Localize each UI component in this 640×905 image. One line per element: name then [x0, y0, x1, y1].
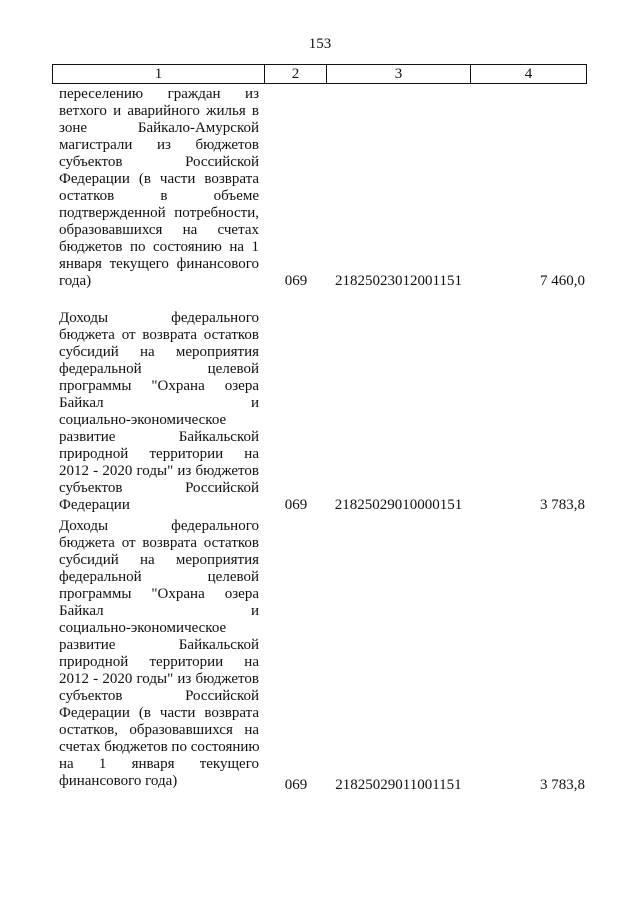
description-line: программы "Охрана озера [59, 586, 259, 602]
description-line: финансового года) [59, 773, 178, 789]
column-header-2: 2 [264, 64, 327, 84]
description-line: на 1 января текущего [59, 756, 259, 772]
row-1-admin-code: 069 [284, 273, 308, 289]
row-3-kbk-code: 21825029011001151 [335, 777, 462, 793]
description-line: развитие Байкальской [59, 429, 259, 445]
row-3-description [59, 518, 259, 790]
description-line: 2012 - 2020 годы" из бюджетов [59, 671, 259, 687]
description-line: остатков в объеме [59, 188, 259, 204]
description-line: природной территории на [59, 654, 259, 670]
description-line: Федерации [59, 497, 130, 513]
row-1-kbk-code: 21825023012001151 [335, 273, 462, 289]
description-line: федеральной целевой [59, 569, 259, 585]
description-line: образовавшихся на счетах [59, 222, 259, 238]
description-line: бюджетов по состоянию на 1 [59, 239, 259, 255]
description-line: 2012 - 2020 годы" из бюджетов [59, 463, 259, 479]
description-line: ветхого и аварийного жилья в [59, 103, 259, 119]
column-header-4: 4 [470, 64, 587, 84]
row-2-kbk-code: 21825029010000151 [334, 497, 463, 513]
description-line: Доходы федерального [59, 310, 259, 326]
description-line: социально-экономическое [59, 412, 227, 428]
description-line: федеральной целевой [59, 361, 259, 377]
row-1-amount: 7 460,0 [540, 273, 585, 289]
description-line: бюджета от возврата остатков [59, 535, 259, 551]
description-line: остатков, образовавшихся на [59, 722, 259, 738]
row-2-description [59, 310, 259, 514]
description-line: Федерации (в части возврата [59, 171, 259, 187]
description-line: субсидий на мероприятия [59, 552, 259, 568]
description-line: Федерации (в части возврата [59, 705, 259, 721]
row-1-description [59, 86, 259, 290]
description-line: Байкал и [59, 395, 259, 411]
description-line: года) [59, 273, 92, 289]
description-line: субсидий на мероприятия [59, 344, 259, 360]
description-line: бюджета от возврата остатков [59, 327, 259, 343]
description-line: природной территории на [59, 446, 259, 462]
row-3-admin-code: 069 [284, 777, 308, 793]
row-2-admin-code: 069 [284, 497, 308, 513]
description-line: программы "Охрана озера [59, 378, 259, 394]
column-header-3: 3 [326, 64, 471, 84]
row-3-amount: 3 783,8 [540, 777, 585, 793]
description-line: магистрали из бюджетов [59, 137, 259, 153]
description-line: субъектов Российской [59, 688, 259, 704]
column-header-1: 1 [52, 64, 265, 84]
description-line: января текущего финансового [59, 256, 259, 272]
description-line: Доходы федерального [59, 518, 259, 534]
description-line: подтвержденной потребности, [59, 205, 259, 221]
description-line: субъектов Российской [59, 480, 259, 496]
description-line: социально-экономическое [59, 620, 227, 636]
description-line: Байкал и [59, 603, 259, 619]
description-line: субъектов Российской [59, 154, 259, 170]
page-number: 153 [308, 36, 332, 52]
description-line: зоне Байкало-Амурской [59, 120, 259, 136]
description-line: развитие Байкальской [59, 637, 259, 653]
description-line: переселению граждан из [59, 86, 259, 102]
description-line: счетах бюджетов по состоянию [59, 739, 260, 755]
row-2-amount: 3 783,8 [540, 497, 585, 513]
